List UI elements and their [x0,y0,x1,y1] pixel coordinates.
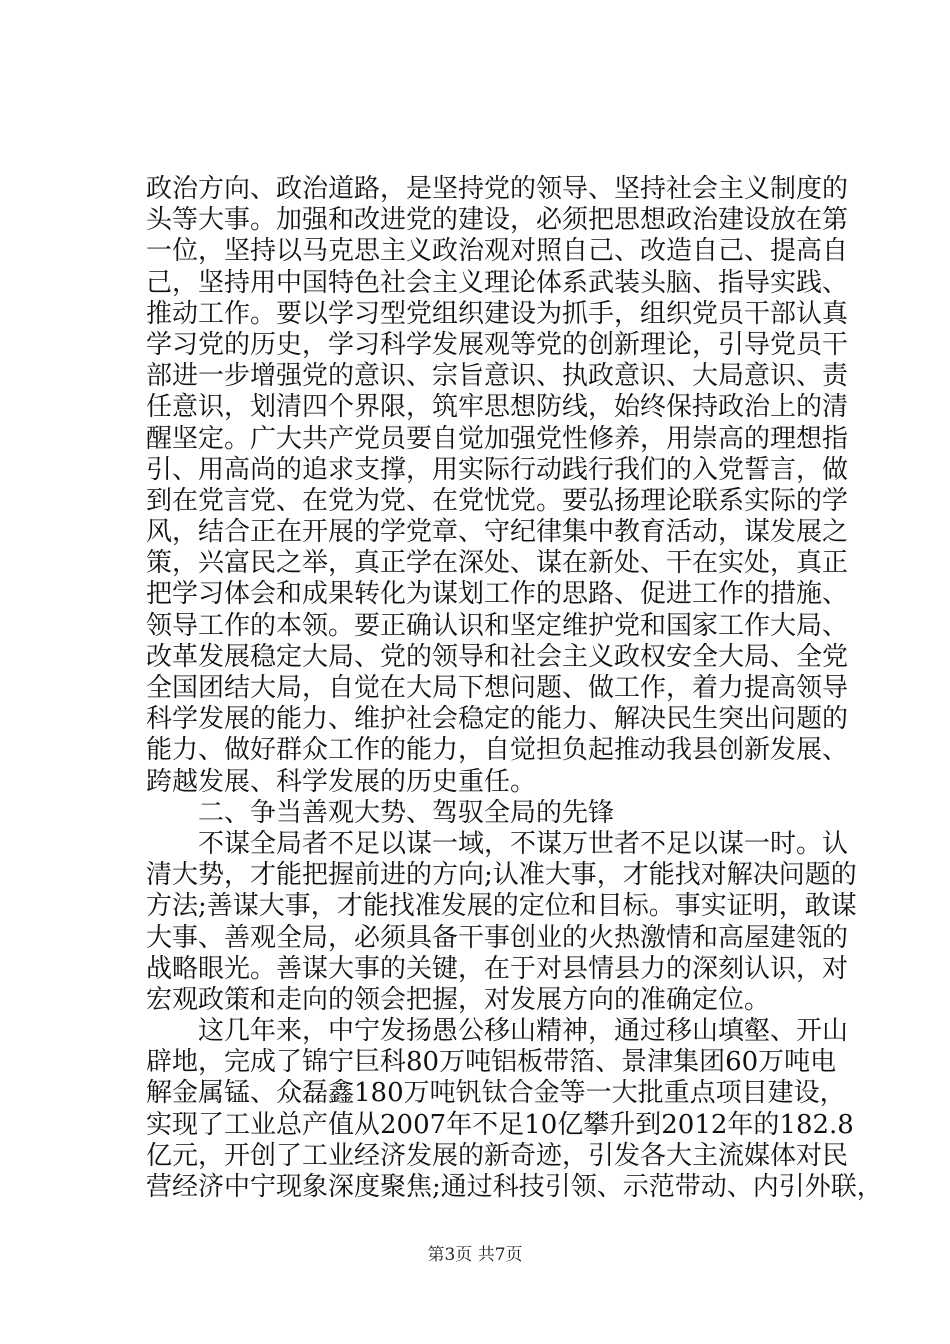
text-line: 大事、善观全局，必须具备干事创业的火热激情和高屋建瓴的 [146,922,849,953]
text-line: 营经济中宁现象深度聚焦;通过科技引领、示范带动、内引外联， [146,1172,883,1202]
text-line: 这几年来，中宁发扬愚公移山精神，通过移山填壑、开山 [198,1016,849,1047]
text-line: 头等大事。加强和改进党的建设，必须把思想政治建设放在第 [146,205,849,236]
text-line: 推动工作。要以学习型党组织建设为抓手，组织党员干部认真 [146,298,849,329]
text-line: 跨越发展、科学发展的历史重任。 [146,766,537,797]
text-line: 到在党言党、在党为党、在党忧党。要弘扬理论联系实际的学 [146,485,849,516]
text-line: 策，兴富民之举，真正学在深处、谋在新处、干在实处，真正 [146,548,849,579]
text-line: 政治方向、政治道路，是坚持党的领导、坚持社会主义制度的 [146,174,849,204]
text-line: 方法;善谋大事，才能找准发展的定位和目标。事实证明，敢谋 [146,891,857,922]
text-line: 学习党的历史，学习科学发展观等党的创新理论，引导党员干 [146,329,849,360]
document-body [146,174,883,1203]
text-line: 清大势，才能把握前进的方向;认准大事，才能找对解决问题的 [146,860,857,891]
text-line: 能力、做好群众工作的能力，自觉担负起推动我县创新发展、 [146,735,849,766]
text-line: 全国团结大局，自觉在大局下想问题、做工作，着力提高领导 [146,673,849,703]
text-line: 己，坚持用中国特色社会主义理论体系武装头脑、指导实践、 [146,267,849,298]
text-line: 醒坚定。广大共产党员要自觉加强党性修养，用崇高的理想指 [146,423,849,454]
text-line: 亿元，开创了工业经济发展的新奇迹，引发各大主流媒体对民 [146,1140,849,1171]
text-line: 领导工作的本领。要正确认识和坚定维护党和国家工作大局、 [146,610,849,641]
text-line: 一位，坚持以马克思主义政治观对照自己、改造自己、提高自 [146,236,849,267]
text-line: 任意识，划清四个界限，筑牢思想防线，始终保持政治上的清 [146,392,849,423]
page-number-footer: 第3页 共7页 [427,1245,523,1265]
text-line: 风，结合正在开展的学党章、守纪律集中教育活动，谋发展之 [146,517,849,548]
text-line: 科学发展的能力、维护社会稳定的能力、解决民生突出问题的 [146,704,849,735]
text-line: 实现了工业总产值从2007年不足10亿攀升到2012年的182.8 [146,1109,854,1140]
section-heading: 二、争当善观大势、驾驭全局的先锋 [198,797,615,828]
text-line: 辟地，完成了锦宁巨科80万吨铝板带箔、景津集团60万吨电 [146,1047,837,1078]
text-line: 把学习体会和成果转化为谋划工作的思路、促进工作的措施、 [146,579,849,610]
text-line: 部进一步增强党的意识、宗旨意识、执政意识、大局意识、责 [146,361,849,392]
text-line: 不谋全局者不足以谋一域，不谋万世者不足以谋一时。认 [198,828,849,859]
text-line: 引、用高尚的追求支撑，用实际行动践行我们的入党誓言，做 [146,454,849,485]
text-line: 战略眼光。善谋大事的关键，在于对县情县力的深刻认识，对 [146,953,849,984]
text-line: 解金属锰、众磊鑫180万吨钒钛合金等一大批重点项目建设， [146,1078,846,1109]
text-line: 改革发展稳定大局、党的领导和社会主义政权安全大局、全党 [146,641,849,672]
text-line: 宏观政策和走向的领会把握，对发展方向的准确定位。 [146,984,771,1015]
